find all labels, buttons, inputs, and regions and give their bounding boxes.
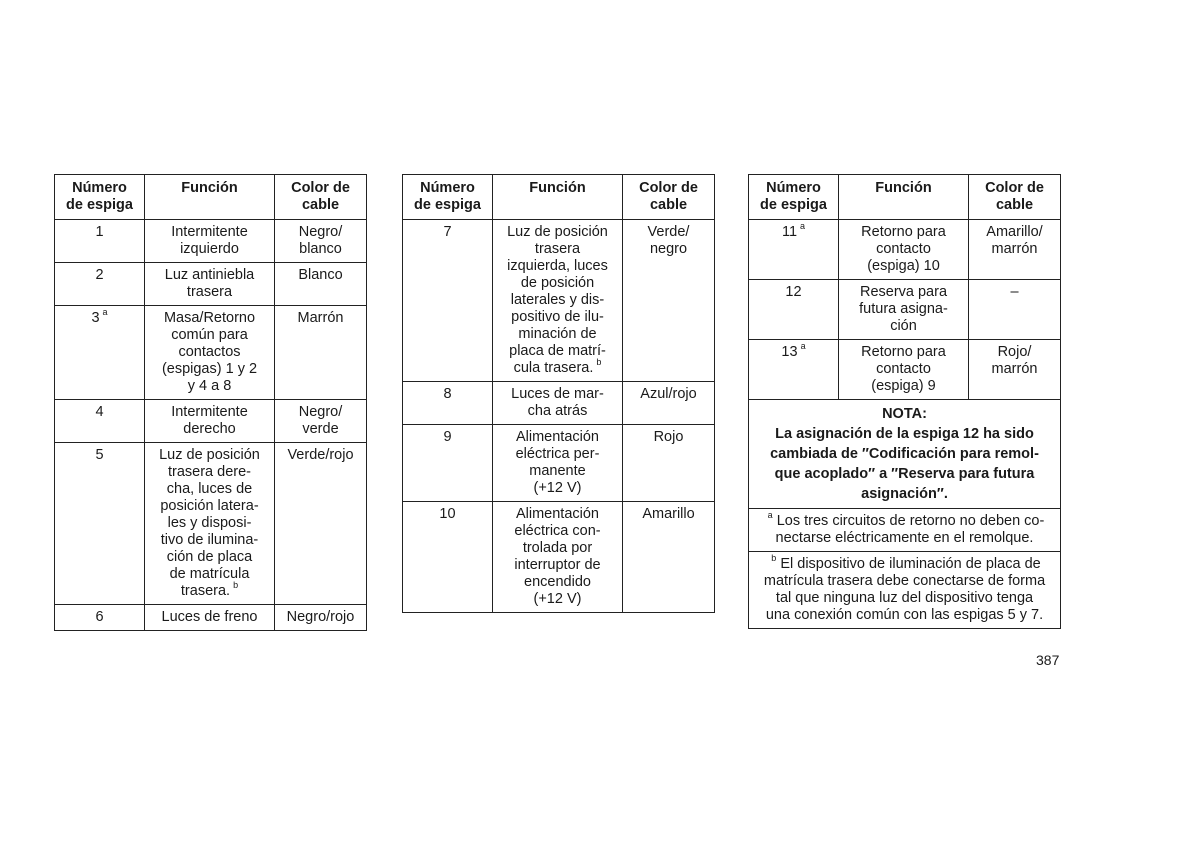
header-color: Color de cable bbox=[969, 175, 1061, 220]
header-row bbox=[403, 175, 715, 220]
pin-cell-text: 2 bbox=[95, 267, 104, 283]
function-cell-text: Luz de posición trasera izquierda, luces de posición laterales y dis- positivo de ilu- minación de placa de matrí- cula trasera. bbox=[507, 224, 608, 376]
color-cell-text: Negro/ blanco bbox=[298, 224, 343, 257]
pin-cell-text: 1 bbox=[95, 224, 104, 240]
function-cell bbox=[493, 502, 623, 613]
header-pin: Número de espiga bbox=[749, 175, 839, 220]
color-cell bbox=[623, 382, 715, 425]
table-row bbox=[55, 220, 367, 263]
pin-cell bbox=[55, 605, 145, 631]
table-row bbox=[403, 425, 715, 502]
function-cell bbox=[839, 340, 969, 400]
pin-cell bbox=[55, 263, 145, 306]
pin-cell bbox=[749, 340, 839, 400]
note-row bbox=[749, 400, 1061, 509]
note-title: NOTA: bbox=[882, 406, 927, 422]
pin-cell-text: 11 bbox=[781, 224, 798, 240]
pin-cell-text: 8 bbox=[443, 386, 452, 402]
pin-cell-text: 5 bbox=[95, 447, 104, 463]
footnote-mark: b bbox=[771, 553, 777, 564]
pin-cell-text: 13 bbox=[781, 344, 798, 360]
note-box bbox=[749, 400, 1061, 509]
pin-cell-text: 10 bbox=[439, 506, 456, 522]
table-row bbox=[749, 280, 1061, 340]
table-row bbox=[55, 400, 367, 443]
pin-cell bbox=[749, 220, 839, 280]
header-row bbox=[749, 175, 1061, 220]
pin-cell-text: 12 bbox=[785, 284, 802, 300]
pin-cell-text: 7 bbox=[443, 224, 452, 240]
header-color: Color de cable bbox=[623, 175, 715, 220]
color-cell-text: Rojo bbox=[653, 429, 684, 445]
footnote-ref: a bbox=[102, 307, 108, 318]
table-row bbox=[403, 502, 715, 613]
color-cell-text: Verde/rojo bbox=[287, 447, 354, 463]
header-pin: Número de espiga bbox=[403, 175, 493, 220]
table-row bbox=[55, 443, 367, 605]
note-text: La asignación de la espiga 12 ha sido cambiada de ″Codificación para remol- que acoplado″ a ″Reserva para futura asignación″. bbox=[770, 426, 1039, 502]
footnote-ref: b bbox=[233, 580, 239, 591]
table-row bbox=[55, 306, 367, 400]
function-cell bbox=[145, 443, 275, 605]
function-cell bbox=[493, 425, 623, 502]
function-cell bbox=[493, 220, 623, 382]
pin-table-2 bbox=[402, 174, 715, 613]
table-row bbox=[403, 220, 715, 382]
color-cell-text: Amarillo bbox=[642, 506, 695, 522]
color-cell bbox=[275, 443, 367, 605]
function-cell-text: Masa/Retorno común para contactos (espigas) 1 y 2 y 4 a 8 bbox=[161, 310, 258, 394]
function-cell-text: Luces de freno bbox=[161, 609, 258, 625]
pin-cell bbox=[403, 220, 493, 382]
color-cell-text: Amarillo/ marrón bbox=[986, 224, 1043, 257]
color-cell bbox=[275, 605, 367, 631]
table-body bbox=[55, 220, 367, 631]
header-function: Función bbox=[145, 175, 275, 220]
footnote-ref: a bbox=[800, 221, 806, 232]
color-cell bbox=[969, 280, 1061, 340]
table-row bbox=[55, 605, 367, 631]
table-row bbox=[749, 340, 1061, 400]
function-cell-text: Luces de mar- cha atrás bbox=[511, 386, 604, 419]
pin-cell bbox=[749, 280, 839, 340]
pin-cell bbox=[55, 400, 145, 443]
header-row bbox=[55, 175, 367, 220]
table-body bbox=[749, 220, 1061, 400]
color-cell-text: Negro/rojo bbox=[286, 609, 355, 625]
color-cell-text: Rojo/ marrón bbox=[991, 344, 1038, 377]
table-row bbox=[55, 263, 367, 306]
pin-cell-text: 6 bbox=[95, 609, 104, 625]
function-cell bbox=[145, 220, 275, 263]
function-cell bbox=[839, 280, 969, 340]
color-cell-text: Azul/rojo bbox=[640, 386, 697, 402]
pin-cell bbox=[55, 220, 145, 263]
function-cell bbox=[145, 605, 275, 631]
pin-cell-text: 9 bbox=[443, 429, 452, 445]
color-cell bbox=[623, 220, 715, 382]
footnote-row bbox=[749, 552, 1061, 629]
function-cell bbox=[839, 220, 969, 280]
function-cell bbox=[493, 382, 623, 425]
function-cell-text: Intermitente izquierdo bbox=[171, 224, 248, 257]
color-cell bbox=[275, 220, 367, 263]
function-cell-text: Retorno para contacto (espiga) 9 bbox=[861, 344, 946, 394]
pin-cell-text: 4 bbox=[95, 404, 104, 420]
pin-cell bbox=[403, 502, 493, 613]
header-color: Color de cable bbox=[275, 175, 367, 220]
footnote-b bbox=[749, 552, 1061, 629]
table-row bbox=[403, 382, 715, 425]
function-cell-text: Alimentación eléctrica per- manente (+12 V) bbox=[515, 429, 600, 496]
function-cell-text: Reserva para futura asigna- ción bbox=[859, 284, 948, 334]
color-cell bbox=[969, 340, 1061, 400]
table-row bbox=[749, 220, 1061, 280]
function-cell-text: Luz antiniebla trasera bbox=[164, 267, 255, 300]
footnote-mark: a bbox=[767, 510, 773, 521]
pin-cell bbox=[403, 425, 493, 502]
pin-cell bbox=[55, 306, 145, 400]
footnote-a bbox=[749, 509, 1061, 552]
pin-cell-text: 3 bbox=[91, 310, 100, 326]
footnote-text: El dispositivo de iluminación de placa de matrícula trasera debe conectarse de forma tal que ninguna luz del dispositivo tenga una conexión común con las espigas 5 y 7. bbox=[763, 556, 1046, 623]
color-cell-text: Verde/ negro bbox=[647, 224, 690, 257]
function-cell-text: Intermitente derecho bbox=[171, 404, 248, 437]
function-cell bbox=[145, 263, 275, 306]
function-cell-text: Alimentación eléctrica con- trolada por interruptor de encendido (+12 V) bbox=[514, 506, 601, 607]
table-body bbox=[403, 220, 715, 613]
color-cell bbox=[275, 306, 367, 400]
color-cell-text: Blanco bbox=[298, 267, 343, 283]
pin-table-3 bbox=[748, 174, 1061, 629]
page-number: 387 bbox=[1036, 652, 1060, 668]
function-cell bbox=[145, 400, 275, 443]
pin-cell bbox=[403, 382, 493, 425]
function-cell-text: Retorno para contacto (espiga) 10 bbox=[861, 224, 946, 274]
color-cell bbox=[275, 400, 367, 443]
footnote-text: Los tres circuitos de retorno no deben co- nectarse eléctricamente en el remolque. bbox=[775, 513, 1045, 546]
pin-table-1 bbox=[54, 174, 367, 631]
color-cell bbox=[623, 502, 715, 613]
header-function: Función bbox=[839, 175, 969, 220]
footnote-ref: b bbox=[596, 357, 602, 368]
color-cell bbox=[969, 220, 1061, 280]
function-cell-text: Luz de posición trasera dere- cha, luces de posición latera- les y disposi- tivo de ilumina- ción de placa de matrícula trasera. bbox=[159, 447, 260, 599]
color-cell-text: Negro/ verde bbox=[298, 404, 343, 437]
function-cell bbox=[145, 306, 275, 400]
header-function: Función bbox=[493, 175, 623, 220]
footnote-ref: a bbox=[800, 341, 806, 352]
header-pin: Número de espiga bbox=[55, 175, 145, 220]
footnote-row bbox=[749, 509, 1061, 552]
color-cell-text: – bbox=[1010, 284, 1019, 300]
pin-cell bbox=[55, 443, 145, 605]
color-cell bbox=[275, 263, 367, 306]
color-cell bbox=[623, 425, 715, 502]
notes-section bbox=[749, 400, 1061, 629]
color-cell-text: Marrón bbox=[297, 310, 344, 326]
